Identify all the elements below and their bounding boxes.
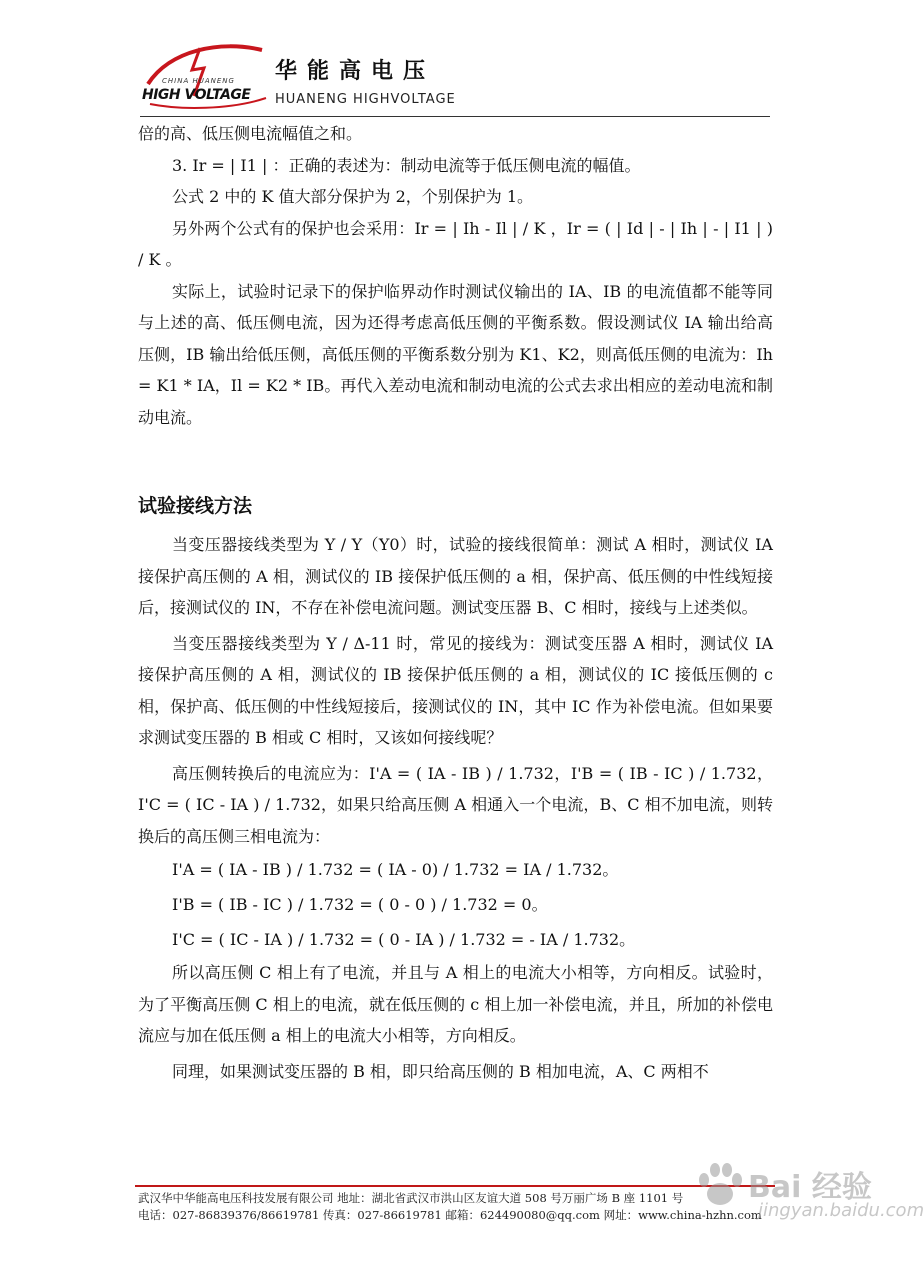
logo-wordmark: HIGH VOLTAGE: [142, 87, 251, 103]
footer-divider: [135, 1185, 775, 1187]
footer-address: 武汉华中华能高电压科技发展有限公司 地址：湖北省武汉市洪山区友谊大道 508 号万丽广场 B 座 1101 号: [138, 1191, 684, 1205]
footer-contact: 电话：027-86839376/86619781 传真：027-86619781 邮箱：624490080@qq.com 网址：www.china-hzhn.com: [138, 1208, 762, 1222]
paragraph-b-phase: 同理，如果测试变压器的 B 相，即只给高压侧的 B 相加电流，A、C 两相不: [172, 1061, 709, 1081]
paragraph-k-value: 公式 2 中的 K 值大部分保护为 2，个别保护为 1。: [172, 187, 534, 206]
logo-tagline: CHINA HUANENG: [162, 77, 235, 85]
document-body: [138, 118, 773, 1087]
company-logo: [140, 40, 270, 115]
baidu-watermark: [690, 1160, 924, 1230]
formula-ia: I'A = ( IA - IB ) / 1.732 = ( IA - 0) / 1.732 = IA / 1.732。: [172, 860, 619, 879]
paw-icon: [690, 1160, 750, 1210]
paragraph-converted-current: 高压侧转换后的电流应为：I'A = ( IA - IB ) / 1.732，I'B = ( IB - IC ) / 1.732，I'C = ( IC - IA ) / 1.732，如果只给高压侧 A 相通入一个电流，B、C 相不加电流，则转换后的高压侧三相电流为：: [138, 763, 773, 846]
paragraph-compensation: 所以高压侧 C 相上有了电流，并且与 A 相上的电流大小相等，方向相反。试验时，为了平衡高压侧 C 相上的电流，就在低压侧的 c 相上加一补偿电流，并且，所加的补偿电流应与加在低压侧 a 相上的电流大小相等，方向相反。: [138, 963, 773, 1045]
paragraph-other-formulas: 另外两个公式有的保护也会采用：Ir = | Ih - Il | / K ，Ir = ( | Id | - | Ih | - | I1 | ) / K 。: [138, 218, 773, 269]
paragraph-balance-coefficient: 实际上，试验时记录下的保护临界动作时测试仪输出的 IA、IB 的电流值都不能等同与上述的高、低压侧电流，因为还得考虑高低压侧的平衡系数。假设测试仪 IA 输出给高压侧，IB 输出给低压侧，高低压侧的平衡系数分别为 K1、K2，则高低压侧的电流为：Ih = K1 * IA，Il = K2 * IB。再代入差动电流和制动电流的公式去求出相应的差动电流和制动电流。: [138, 281, 773, 427]
company-name-en: HUANENG HIGHVOLTAGE: [275, 92, 456, 107]
paragraph-continuation: 倍的高、低压侧电流幅值之和。: [138, 124, 363, 143]
header-divider: [140, 116, 770, 117]
page-footer: [138, 1190, 778, 1224]
watermark-text: Bai 经验: [748, 1170, 872, 1205]
section-heading: 试验接线方法: [138, 495, 253, 517]
formula-ib: I'B = ( IB - IC ) / 1.732 = ( 0 - 0 ) / 1.732 = 0。: [172, 895, 548, 914]
watermark-url: jingyan.baidu.com: [758, 1200, 924, 1221]
paragraph-yy-wiring: 当变压器接线类型为 Y / Y（Y0）时，试验的接线很简单：测试 A 相时，测试仪 IA 接保护高压侧的 A 相，测试仪的 IB 接保护低压侧的 a 相，保护高、低压侧的中性线短接后，接测试仪的 IN，不存在补偿电流问题。测试变压器 B、C 相时，接线与上述类似。: [138, 535, 773, 617]
company-name-cn: 华能高电压: [275, 59, 436, 84]
page-header: [140, 30, 770, 120]
paragraph-yd11-wiring: 当变压器接线类型为 Y / Δ-11 时，常见的接线为：测试变压器 A 相时，测试仪 IA 接保护高压侧的 A 相，测试仪的 IB 接保护低压侧的 a 相，测试仪的 IC 接低压侧的 c 相，保护高、低压侧的中性线短接后，接测试仪的 IN，其中 IC 作为补偿电流。但如果要求测试变压器的 B 相或 C 相时，又该如何接线呢？: [138, 633, 773, 747]
formula-ic: I'C = ( IC - IA ) / 1.732 = ( 0 - IA ) / 1.732 = - IA / 1.732。: [172, 930, 636, 949]
paragraph-item-3: 3. Ir = | I1 | ：正确的表述为：制动电流等于低压侧电流的幅值。: [172, 155, 641, 175]
